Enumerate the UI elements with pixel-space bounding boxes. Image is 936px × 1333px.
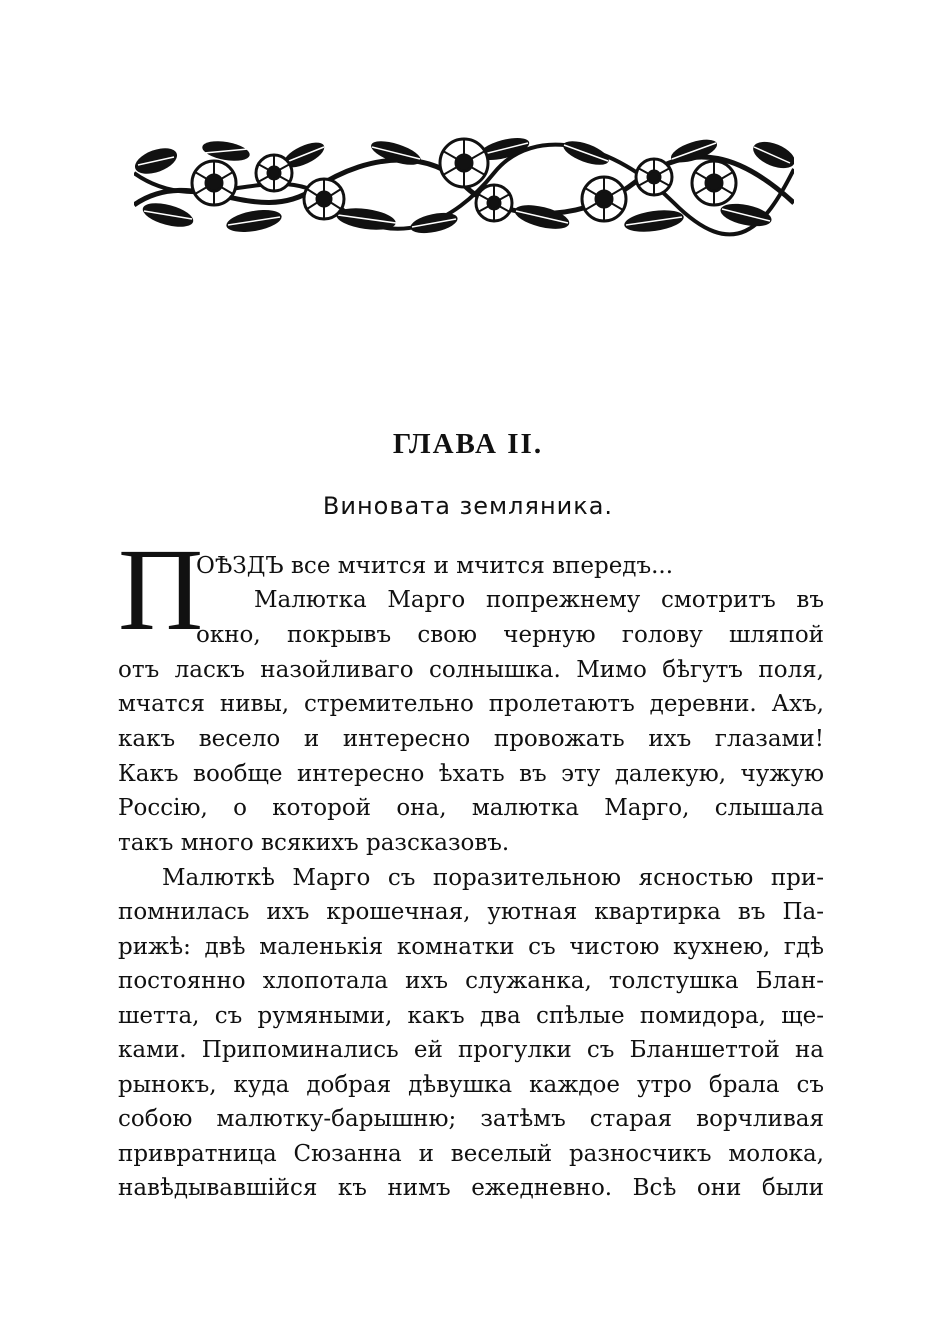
text-line: Россiю, о которой она, малютка Марго, слышала [118,795,824,821]
text-line: мчатся нивы, стремительно пролетаютъ деревни. Ахъ, [118,691,824,717]
text-line: постоянно хлопотала ихъ служанка, толстушка Блан- [118,968,824,994]
text-line: рынокъ, куда добрая дѣвушка каждое утро брала съ [118,1072,824,1098]
text-line: какъ весело и интересно провожать ихъ глазами! [118,726,824,752]
text-line: навѣдывавшiйся къ нимъ ежедневно. Всѣ они были [118,1175,824,1201]
text-line: Какъ вообще интересно ѣхать въ эту далекую, чужую [118,761,824,787]
text-line: Малютка Марго попрежнему смотритъ въ [254,587,824,613]
floral-ornament-banner [134,133,794,237]
text-line: Малюткѣ Марго съ поразительною ясностью при- [162,865,824,891]
text-line: привратница Сюзанна и веселый разносчикъ молока, [118,1141,824,1167]
paragraph-1-first-line: ОѢЗДЪ все мчится и мчится впередъ... [196,553,674,579]
chapter-heading: ГЛАВА II. [392,428,544,460]
drop-cap: П [118,524,210,655]
text-line: окно, покрывъ свою черную голову шляпой [196,622,824,648]
text-line: собою малютку-барышню; затѣмъ старая ворчливая [118,1106,824,1132]
text-line: такъ много всякихъ разсказовъ. [118,830,510,856]
text-line: помнилась ихъ крошечная, уютная квартирка въ Па- [118,899,824,925]
text-line: ками. Припоминались ей прогулки съ Бланшеттой на [118,1037,824,1063]
chapter-subtitle: Виновата земляника. [322,492,614,520]
text-line: рижѣ: двѣ маленькiя комнатки съ чистою кухнею, гдѣ [118,934,824,960]
text-line: шетта, съ румяными, какъ два спѣлые помидора, ще- [118,1003,824,1029]
text-line: отъ ласкъ назойливаго солнышка. Мимо бѣгутъ поля, [118,657,824,683]
